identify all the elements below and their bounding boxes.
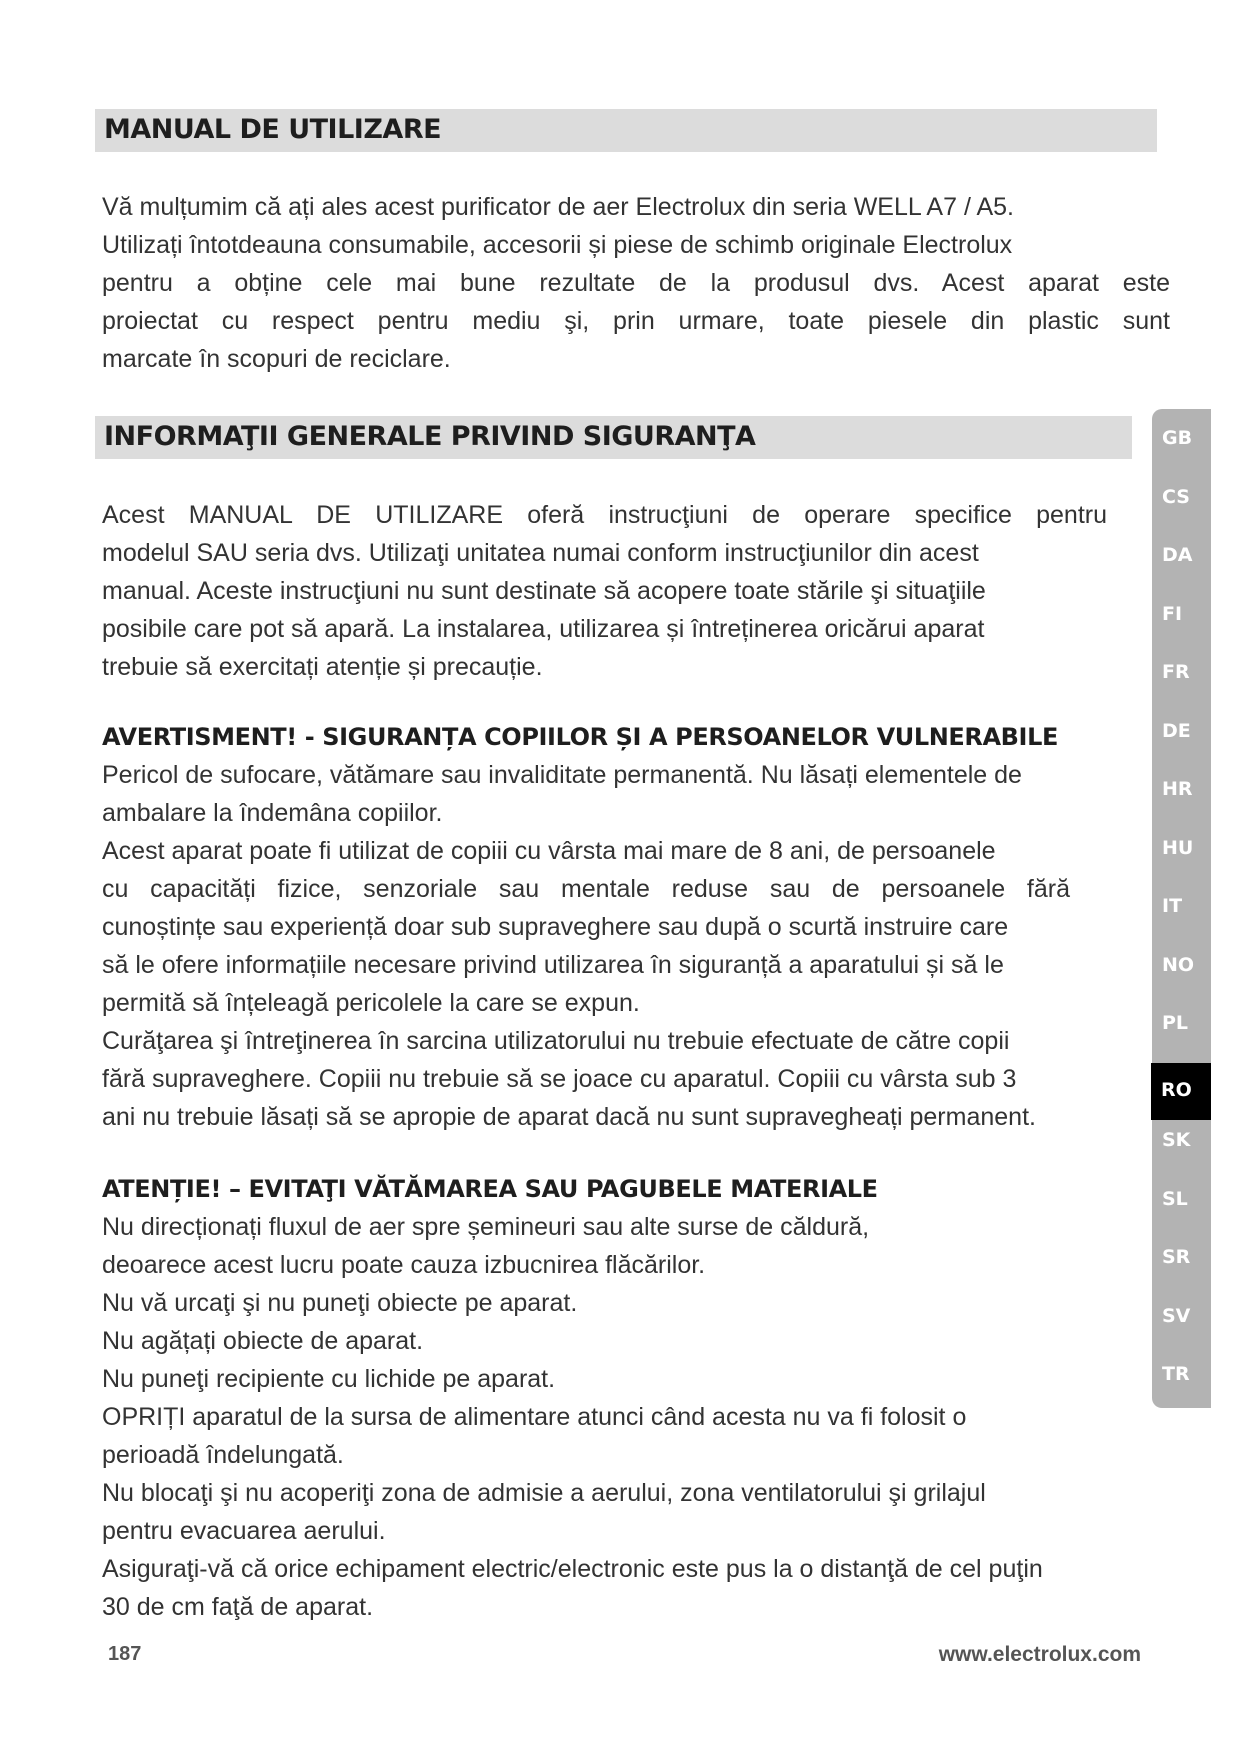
language-tab-tr[interactable]: TR [1162, 1363, 1190, 1385]
paragraph-line: permită să înțeleagă pericolele la care se expun. [102, 989, 640, 1017]
language-tab-sv[interactable]: SV [1162, 1305, 1191, 1327]
paragraph-line: 30 de cm faţă de aparat. [102, 1593, 374, 1621]
language-tab-sr[interactable]: SR [1162, 1246, 1191, 1268]
language-tab-bar [1152, 409, 1211, 1408]
paragraph-line: posibile care pot să apară. La instalarea, utilizarea și întreținerea oricărui aparat [102, 615, 985, 643]
language-tab-ro[interactable]: RO [1151, 1063, 1211, 1120]
language-tab-fr[interactable]: FR [1162, 661, 1190, 683]
paragraph-line: Acest MANUAL DE UTILIZARE oferă instrucţiuni de operare specifice pentru [102, 501, 1107, 529]
caution-section [102, 1170, 1162, 1626]
paragraph-line: Pericol de sufocare, vătămare sau invaliditate permanentă. Nu lăsați elementele de [102, 761, 1022, 789]
paragraph-line: marcate în scopuri de reciclare. [102, 345, 451, 373]
language-tab-hr[interactable]: HR [1162, 778, 1193, 800]
section-title-text: MANUAL DE UTILIZARE [104, 114, 442, 145]
paragraph-line: proiectat cu respect pentru mediu şi, prin urmare, toate piesele din plastic sunt [102, 307, 1170, 335]
section-title-text: INFORMAŢII GENERALE PRIVIND SIGURANŢA [104, 421, 756, 452]
paragraph-line: Nu puneţi recipiente cu lichide pe aparat. [102, 1365, 556, 1393]
warning-heading: AVERTISMENT! - SIGURANȚA COPIILOR ȘI A PERSOANELOR VULNERABILE [102, 723, 1058, 751]
paragraph-line: modelul SAU seria dvs. Utilizaţi unitatea numai conform instrucţiunilor din acest [102, 539, 979, 567]
language-tab-da[interactable]: DA [1162, 544, 1193, 566]
general-safety-paragraph [102, 496, 1107, 686]
language-tab-cs[interactable]: CS [1162, 486, 1190, 508]
paragraph-line: Utilizați întotdeauna consumabile, accesorii și piese de schimb originale Electrolux [102, 231, 1013, 259]
language-tab-fi[interactable]: FI [1162, 603, 1183, 625]
paragraph-line: Curăţarea şi întreţinerea în sarcina utilizatorului nu trebuie efectuate de către copii [102, 1027, 1010, 1055]
paragraph-line: fără supraveghere. Copiii nu trebuie să se joace cu aparatul. Copiii cu vârsta sub 3 [102, 1065, 1017, 1093]
paragraph-line: Nu agățați obiecte de aparat. [102, 1327, 424, 1355]
language-tab-no[interactable]: NO [1162, 954, 1195, 976]
language-tab-sl[interactable]: SL [1162, 1188, 1188, 1210]
intro-paragraph [102, 188, 1170, 378]
paragraph-line: Acest aparat poate fi utilizat de copiii cu vârsta mai mare de 8 ani, de persoanele [102, 837, 996, 865]
language-tab-sk[interactable]: SK [1162, 1129, 1191, 1151]
paragraph-line: manual. Aceste instrucţiuni nu sunt destinate să acopere toate stările şi situaţiile [102, 577, 986, 605]
section-title-manual [95, 109, 1157, 152]
paragraph-line: pentru evacuarea aerului. [102, 1517, 386, 1545]
paragraph-line: OPRIȚI aparatul de la sursa de alimentare atunci când acesta nu va fi folosit o [102, 1403, 967, 1431]
paragraph-line: pentru a obține cele mai bune rezultate de la produsul dvs. Acest aparat este [102, 269, 1170, 297]
paragraph-line: ambalare la îndemâna copiilor. [102, 799, 443, 827]
paragraph-line: Vă mulțumim că ați ales acest purificator de aer Electrolux din seria WELL A7 / A5. [102, 193, 1014, 221]
website-url: www.electrolux.com [938, 1643, 1141, 1666]
paragraph-line: cu capacități fizice, senzoriale sau mentale reduse sau de persoanele fără [102, 875, 1070, 903]
paragraph-line: Nu vă urcaţi şi nu puneţi obiecte pe aparat. [102, 1289, 578, 1317]
language-tab-pl[interactable]: PL [1162, 1012, 1189, 1034]
paragraph-line: cunoștințe sau experiență doar sub supraveghere sau după o scurtă instruire care [102, 913, 1009, 941]
page-number: 187 [108, 1643, 142, 1665]
section-title-safety [95, 416, 1132, 459]
paragraph-line: deoarece acest lucru poate cauza izbucnirea flăcărilor. [102, 1251, 706, 1279]
language-tab-it[interactable]: IT [1162, 895, 1183, 917]
paragraph-line: trebuie să exercitați atenție și precauție. [102, 653, 543, 681]
paragraph-line: perioadă îndelungată. [102, 1441, 344, 1469]
language-tab-de[interactable]: DE [1162, 720, 1191, 742]
paragraph-line: Nu direcționați fluxul de aer spre șemineuri sau alte surse de căldură, [102, 1213, 870, 1241]
caution-heading: ATENȚIE! – EVITAŢI VĂTĂMAREA SAU PAGUBELE MATERIALE [102, 1175, 878, 1203]
warning-section [102, 718, 1157, 1136]
language-tab-gb[interactable]: GB [1162, 427, 1193, 449]
paragraph-line: ani nu trebuie lăsați să se apropie de aparat dacă nu sunt supravegheați permanent. [102, 1103, 1036, 1131]
language-tab-hu[interactable]: HU [1162, 837, 1194, 859]
paragraph-line: Asiguraţi-vă că orice echipament electric/electronic este pus la o distanţă de cel puţin [102, 1555, 1043, 1583]
paragraph-line: Nu blocaţi şi nu acoperiţi zona de admisie a aerului, zona ventilatorului şi grilajul [102, 1479, 986, 1507]
paragraph-line: să le ofere informațiile necesare privind utilizarea în siguranță a aparatului și să le [102, 951, 1004, 979]
